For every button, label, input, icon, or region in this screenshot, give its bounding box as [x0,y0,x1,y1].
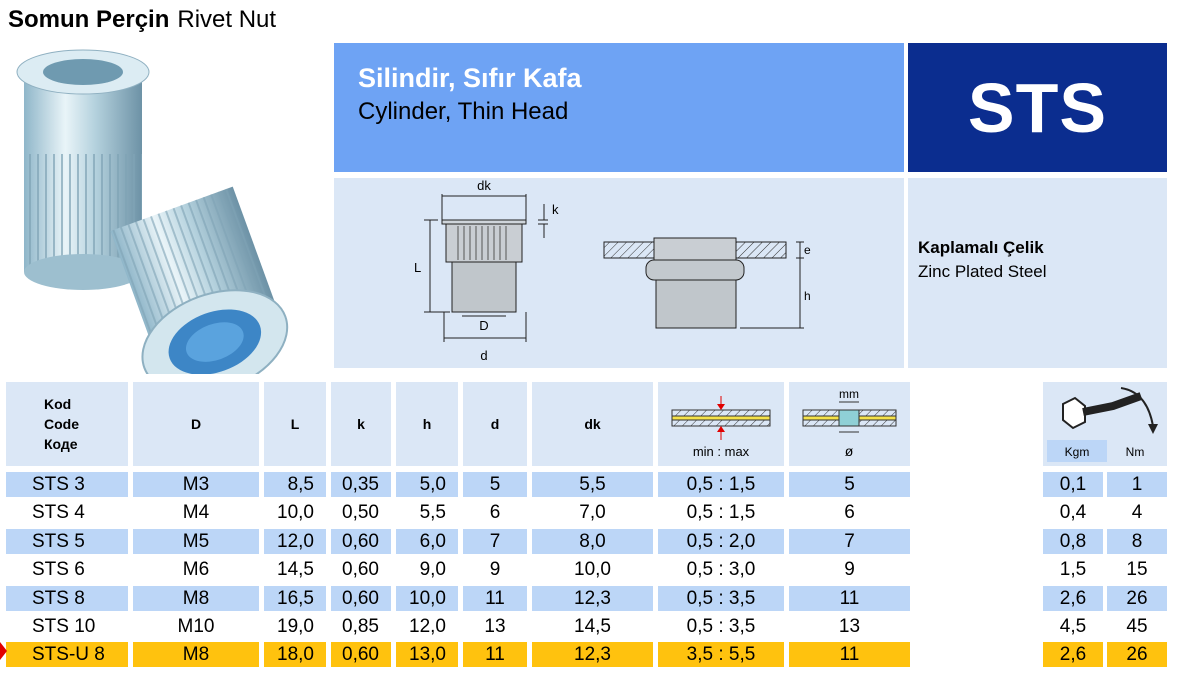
header-h: h [396,382,458,466]
grip-range-icon [658,382,784,466]
table-cell-L: 8,5 [264,472,326,497]
table-cell-nm: 8 [1107,529,1167,554]
table-cell-dk: 8,0 [532,529,653,554]
title-english: Rivet Nut [177,6,277,33]
table-cell-h: 9,0 [396,557,458,582]
table-cell-L: 14,5 [264,557,326,582]
header-L: L [264,382,326,466]
table-cell-code: STS 10 [6,614,128,639]
table-cell-D: M4 [133,500,259,525]
dim-e-label: e [804,243,811,257]
table-cell-L: 19,0 [264,614,326,639]
table-cell-k: 0,60 [331,642,391,667]
title-turkish: Somun Perçin [8,6,170,33]
hole-diameter-icon [789,382,910,466]
dim-d-label: d [480,348,488,363]
technical-drawing-panel [334,178,904,368]
product-name-english: Cylinder, Thin Head [358,98,569,125]
dim-L-label: L [414,260,422,275]
table-cell-d: 11 [463,642,527,667]
table-cell-hole: 5 [789,472,910,497]
table-cell-grip: 0,5 : 1,5 [658,472,784,497]
dim-h-label: h [804,289,811,303]
table-cell-grip: 0,5 : 1,5 [658,500,784,525]
dim-D-label: D [479,318,489,333]
table-cell-h: 12,0 [396,614,458,639]
table-cell-d: 13 [463,614,527,639]
table-cell-D: M8 [133,586,259,611]
table-cell-code: STS-U 8 [6,642,128,667]
header-D: D [133,382,259,466]
table-cell-code: STS 8 [6,586,128,611]
table-cell-h: 6,0 [396,529,458,554]
grip-label: min : max [692,444,750,459]
technical-drawing [334,178,904,368]
material-turkish: Kaplamalı Çelik [918,238,1044,257]
header-torque [1043,382,1167,466]
table-cell-k: 0,60 [331,557,391,582]
table-cell-code: STS 3 [6,472,128,497]
table-cell-nm: 4 [1107,500,1167,525]
material-panel [908,178,1167,368]
table-cell-kgm: 2,6 [1043,586,1103,611]
product-name-turkish: Silindir, Sıfır Kafa [358,63,582,93]
table-cell-k: 0,85 [331,614,391,639]
table-cell-D: M5 [133,529,259,554]
torque-kgm-label: Kgm [1064,445,1090,459]
table-cell-nm: 26 [1107,586,1167,611]
table-cell-grip: 0,5 : 3,5 [658,614,784,639]
table-cell-L: 12,0 [264,529,326,554]
header-code-en: Code [44,416,79,432]
highlight-marker [0,642,7,660]
table-cell-h: 5,5 [396,500,458,525]
table-cell-dk: 12,3 [532,642,653,667]
table-cell-code: STS 6 [6,557,128,582]
table-cell-nm: 26 [1107,642,1167,667]
table-cell-h: 5,0 [396,472,458,497]
table-cell-hole: 6 [789,500,910,525]
table-cell-kgm: 1,5 [1043,557,1103,582]
product-header [334,43,904,172]
table-cell-kgm: 0,4 [1043,500,1103,525]
table-cell-dk: 10,0 [532,557,653,582]
table-cell-k: 0,60 [331,529,391,554]
table-cell-d: 11 [463,586,527,611]
torque-nm-label: Nm [1125,445,1145,459]
table-cell-nm: 45 [1107,614,1167,639]
table-cell-nm: 15 [1107,557,1167,582]
table-cell-h: 13,0 [396,642,458,667]
table-cell-kgm: 2,6 [1043,642,1103,667]
product-code-badge: STS [908,43,1167,172]
table-cell-L: 16,5 [264,586,326,611]
table-cell-dk: 14,5 [532,614,653,639]
table-cell-d: 9 [463,557,527,582]
table-cell-D: M3 [133,472,259,497]
table-cell-grip: 0,5 : 2,0 [658,529,784,554]
installed-view-drawing [604,238,804,328]
page-title [8,6,276,34]
wrench-icon [1043,382,1167,466]
table-cell-d: 6 [463,500,527,525]
table-cell-L: 10,0 [264,500,326,525]
header-code-tr: Kod [44,396,72,412]
table-cell-h: 10,0 [396,586,458,611]
table-cell-kgm: 4,5 [1043,614,1103,639]
table-cell-nm: 1 [1107,472,1167,497]
table-cell-code: STS 5 [6,529,128,554]
material-english: Zinc Plated Steel [918,262,1047,281]
table-cell-grip: 3,5 : 5,5 [658,642,784,667]
table-cell-hole: 7 [789,529,910,554]
table-cell-hole: 13 [789,614,910,639]
table-cell-k: 0,35 [331,472,391,497]
table-cell-kgm: 0,8 [1043,529,1103,554]
table-cell-dk: 12,3 [532,586,653,611]
table-cell-grip: 0,5 : 3,0 [658,557,784,582]
table-cell-kgm: 0,1 [1043,472,1103,497]
table-cell-d: 5 [463,472,527,497]
table-cell-k: 0,60 [331,586,391,611]
rivet-nut-photo [4,44,332,374]
table-cell-hole: 9 [789,557,910,582]
header-d: d [463,382,527,466]
table-cell-dk: 7,0 [532,500,653,525]
header-code-ru: Коде [44,436,78,452]
table-cell-code: STS 4 [6,500,128,525]
dim-k-label: k [552,202,559,217]
table-cell-grip: 0,5 : 3,5 [658,586,784,611]
header-k: k [331,382,391,466]
header-code [6,382,128,466]
table-cell-k: 0,50 [331,500,391,525]
table-cell-L: 18,0 [264,642,326,667]
header-grip-range [658,382,784,466]
table-cell-D: M6 [133,557,259,582]
dim-dk-label: dk [477,178,491,193]
table-cell-hole: 11 [789,586,910,611]
table-cell-D: M10 [133,614,259,639]
hole-symbol-label: ø [844,443,854,459]
table-cell-hole: 11 [789,642,910,667]
table-cell-D: M8 [133,642,259,667]
header-hole-diameter [789,382,910,466]
table-cell-dk: 5,5 [532,472,653,497]
header-dk: dk [532,382,653,466]
table-cell-d: 7 [463,529,527,554]
hole-unit-label: mm [839,387,859,401]
